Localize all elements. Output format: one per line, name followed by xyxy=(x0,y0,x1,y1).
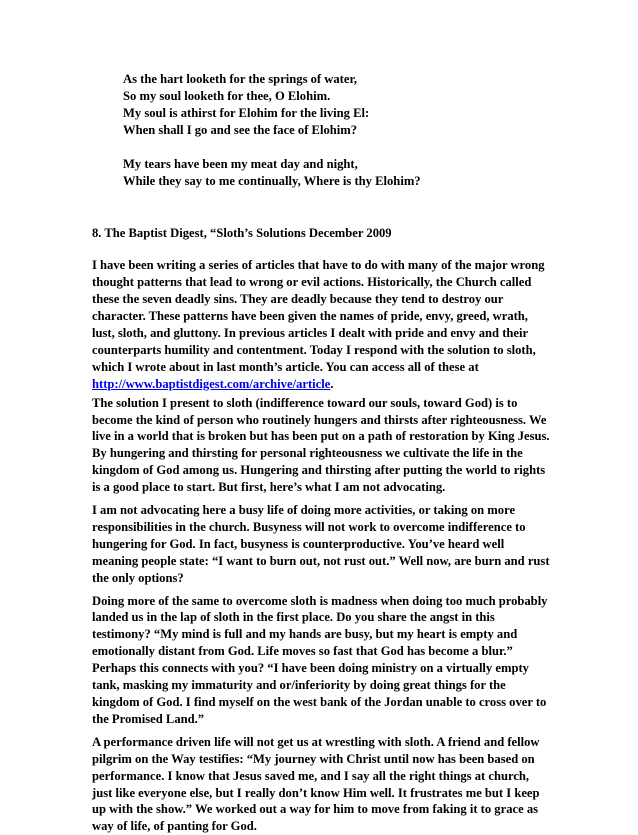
poem-line: So my soul looketh for thee, O Elohim. xyxy=(123,88,331,103)
paragraph xyxy=(92,257,550,392)
archive-link[interactable]: http://www.baptistdigest.com/archive/article xyxy=(92,376,331,391)
poem-line: When shall I go and see the face of Elohim? xyxy=(123,122,358,137)
paragraph-text: . xyxy=(330,376,334,391)
paragraph: The solution I present to sloth (indifference toward our souls, toward God) is to become the kind of person who routinely hungers and thirsts after righteousness. We live in a world that is broken but has been put on a path of restoration by King Jesus. By hungering and thirsting for personal righteousness we cultivate the life in the kingdom of God among us. Hungering and thirsting after putting the world to rights is a good place to start. But first, here’s what I am not advocating. xyxy=(92,395,550,495)
stanza-gap xyxy=(123,139,550,156)
poem-line: As the hart looketh for the springs of water, xyxy=(123,72,358,86)
poem-line: My tears have been my meat day and night, xyxy=(123,156,358,171)
paragraph: Doing more of the same to overcome sloth is madness when doing too much probably landed us in the lap of sloth in the first place. Do you share the angst in this testimony? “My mind is full and my hands are busy, but my heart is empty and emotionally distant from God. Life moves so fast that God has become a blur.” Perhaps this connects with you? “I have been doing ministry on a virtually empty tank, masking my immaturity and or/inferiority by doing great things for the kingdom of God. I find myself on the west bank of the Jordan unable to cross over to the Promised Land.” xyxy=(92,593,548,726)
poem-stanza xyxy=(123,71,550,139)
paragraph: I am not advocating here a busy life of doing more activities, or taking on more responsibilities in the church. Busyness will not work to overcome indifference to hungering for God. In fact, busyness is counterproductive. You’ve heard well meaning people state: “I want to burn out, not rust out.” Well now, are burn and rust the only options? xyxy=(92,503,550,585)
poem-line: My soul is athirst for Elohim for the living El: xyxy=(123,105,370,120)
poem-stanza xyxy=(123,156,550,190)
section-heading: 8. The Baptist Digest, “Sloth’s Solutions December 2009 xyxy=(92,226,392,241)
poem-block xyxy=(92,71,550,189)
paragraph-text: I have been writing a series of articles that have to do with many of the major wrong thought patterns that lead to wrong or evil actions. Historically, the Church called these the seven deadly sins. They are deadly because they tend to destroy our character. These patterns have been given the names of pride, envy, greed, wrath, lust, sloth, and gluttony. In previous articles I dealt with pride and envy and their counterparts humility and contentment. Today I respond with the solution to sloth, which I wrote about in last month’s article. You can access all of these at xyxy=(92,258,545,374)
paragraph: A performance driven life will not get us at wrestling with sloth. A friend and fellow pilgrim on the Way testifies: “My journey with Christ until now has been based on performance. I know that Jesus saved me, and I say all the right things at church, just like everyone else, but I really don’t know Him well. It frustrates me but I keep up with the show.” We worked out a way for him to move from faking it to grace as way of life, of panting for God. xyxy=(92,734,540,834)
poem-line: While they say to me continually, Where is thy Elohim? xyxy=(123,173,421,188)
